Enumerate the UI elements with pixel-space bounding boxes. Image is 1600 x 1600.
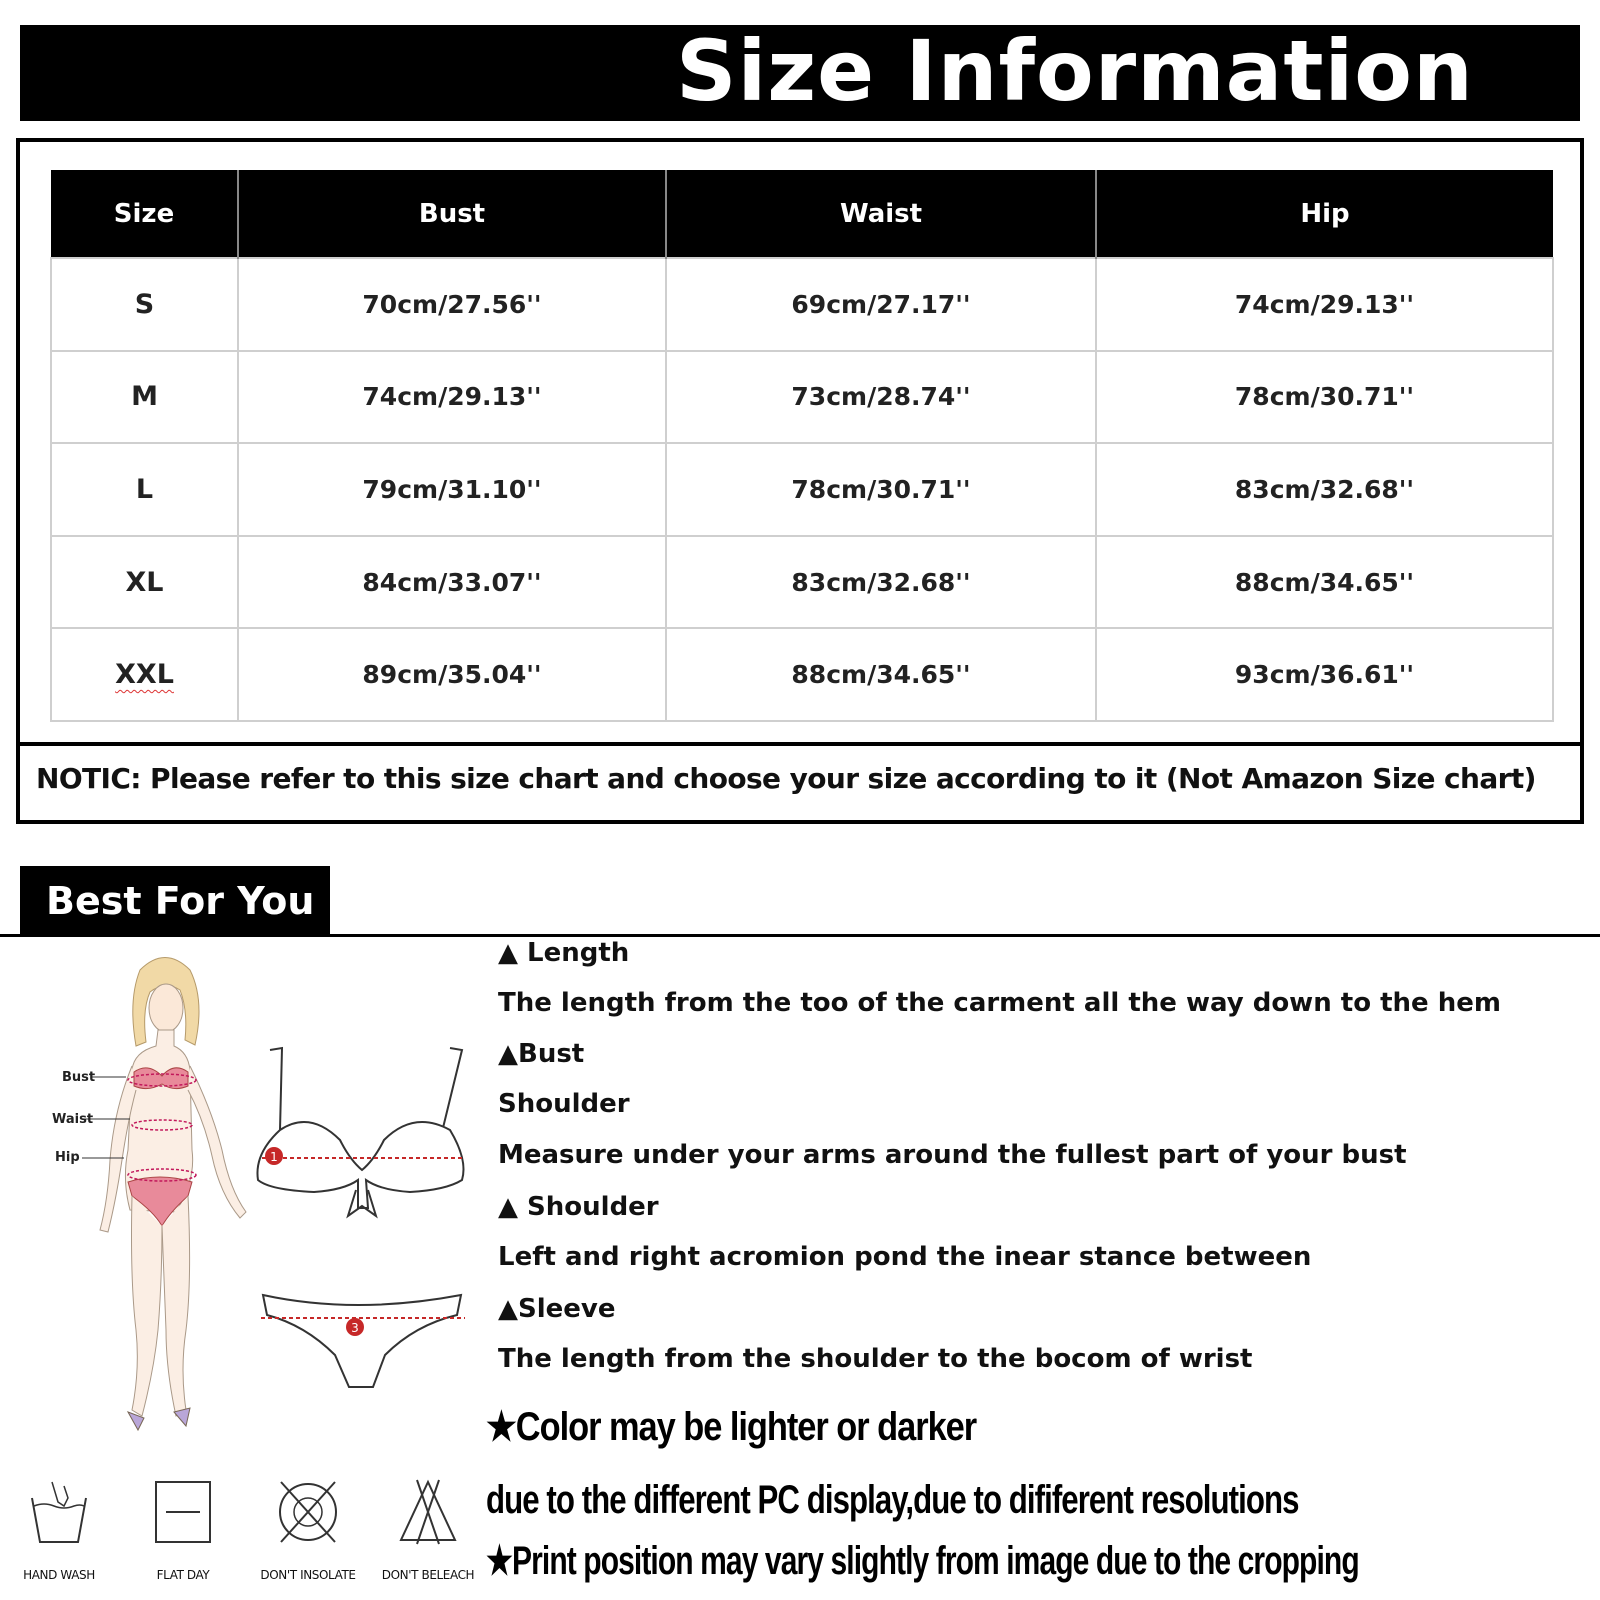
bust-cell: 70cm/27.56'' xyxy=(238,258,666,351)
table-header-row xyxy=(51,170,1553,258)
hip-cell: 74cm/29.13'' xyxy=(1096,258,1553,351)
table-row xyxy=(51,443,1553,536)
care-label: FLAT DAY xyxy=(156,1568,210,1582)
column-header-size: Size xyxy=(51,170,238,258)
guide-heading-shoulder: ▲ Shoulder xyxy=(498,1192,659,1222)
disclaimer-color: ★Color may be lighter or darker xyxy=(486,1405,977,1449)
do-not-insolate-icon xyxy=(273,1476,343,1548)
care-item-hand-wash xyxy=(4,1476,114,1582)
size-cell: S xyxy=(51,258,238,351)
bra-outline-illustration xyxy=(250,1040,475,1240)
flat-dry-icon xyxy=(148,1476,218,1548)
waist-cell: 69cm/27.17'' xyxy=(666,258,1096,351)
bust-cell: 84cm/33.07'' xyxy=(238,536,666,629)
care-label: HAND WASH xyxy=(23,1568,95,1582)
bust-cell: 74cm/29.13'' xyxy=(238,351,666,444)
size-cell: XL xyxy=(51,536,238,629)
bottom-outline-illustration xyxy=(255,1285,470,1395)
column-header-waist: Waist xyxy=(666,170,1096,258)
hip-cell: 78cm/30.71'' xyxy=(1096,351,1553,444)
hand-wash-icon xyxy=(24,1476,94,1548)
size-cell xyxy=(51,628,238,721)
size-cell: L xyxy=(51,443,238,536)
table-row xyxy=(51,628,1553,721)
disclaimer-print: ★Print position may vary slightly from image due to the cropping xyxy=(486,1539,1359,1583)
guide-heading-bust: ▲Bust xyxy=(498,1039,585,1069)
waist-cell: 73cm/28.74'' xyxy=(666,351,1096,444)
size-cell: M xyxy=(51,351,238,444)
care-item-dont-insolate xyxy=(253,1476,363,1582)
bust-cell: 89cm/35.04'' xyxy=(238,628,666,721)
table-row xyxy=(51,536,1553,629)
figure-label-waist: Waist xyxy=(52,1112,94,1127)
model-figure-illustration xyxy=(70,950,270,1450)
section-divider xyxy=(0,934,1600,937)
size-xxl-text: XXL xyxy=(115,659,174,691)
page-title: Size Information xyxy=(676,22,1474,120)
hip-cell: 93cm/36.61'' xyxy=(1096,628,1553,721)
bottom-marker-label: 3 xyxy=(351,1321,359,1335)
title-bar xyxy=(20,22,1580,121)
guide-heading-length: ▲ Length xyxy=(498,938,630,968)
hip-cell: 88cm/34.65'' xyxy=(1096,536,1553,629)
care-item-flat-dry xyxy=(128,1476,238,1582)
table-row xyxy=(51,258,1553,351)
table-row xyxy=(51,351,1553,444)
guide-text-bust-sub: Shoulder xyxy=(498,1089,630,1119)
bust-cell: 79cm/31.10'' xyxy=(238,443,666,536)
size-chart-notice: NOTIC: Please refer to this size chart and choose your size according to it (Not Amazon Size chart) xyxy=(20,742,1580,816)
size-table xyxy=(50,170,1554,722)
waist-cell: 78cm/30.71'' xyxy=(666,443,1096,536)
hip-cell: 83cm/32.68'' xyxy=(1096,443,1553,536)
waist-cell: 88cm/34.65'' xyxy=(666,628,1096,721)
size-chart-box xyxy=(16,138,1584,824)
guide-text-shoulder: Left and right acromion pond the inear stance between xyxy=(498,1242,1312,1272)
disclaimer-display: due to the different PC display,due to dififerent resolutions xyxy=(486,1478,1299,1522)
care-label: DON'T INSOLATE xyxy=(260,1568,356,1582)
care-label: DON'T BELEACH xyxy=(381,1568,475,1582)
guide-text-sleeve: The length from the shoulder to the bocom of wrist xyxy=(498,1344,1253,1374)
do-not-bleach-icon xyxy=(393,1476,463,1548)
section-title: Best For You xyxy=(20,866,330,936)
figure-label-bust: Bust xyxy=(62,1070,96,1085)
guide-heading-sleeve: ▲Sleeve xyxy=(498,1294,616,1324)
column-header-bust: Bust xyxy=(238,170,666,258)
figure-label-hip: Hip xyxy=(55,1150,80,1165)
care-item-dont-bleach xyxy=(373,1476,483,1582)
waist-cell: 83cm/32.68'' xyxy=(666,536,1096,629)
column-header-hip: Hip xyxy=(1096,170,1553,258)
guide-text-bust: Measure under your arms around the fullest part of your bust xyxy=(498,1140,1407,1170)
bra-marker-label: 1 xyxy=(270,1150,278,1164)
guide-text-length: The length from the too of the carment all the way down to the hem xyxy=(498,988,1501,1018)
